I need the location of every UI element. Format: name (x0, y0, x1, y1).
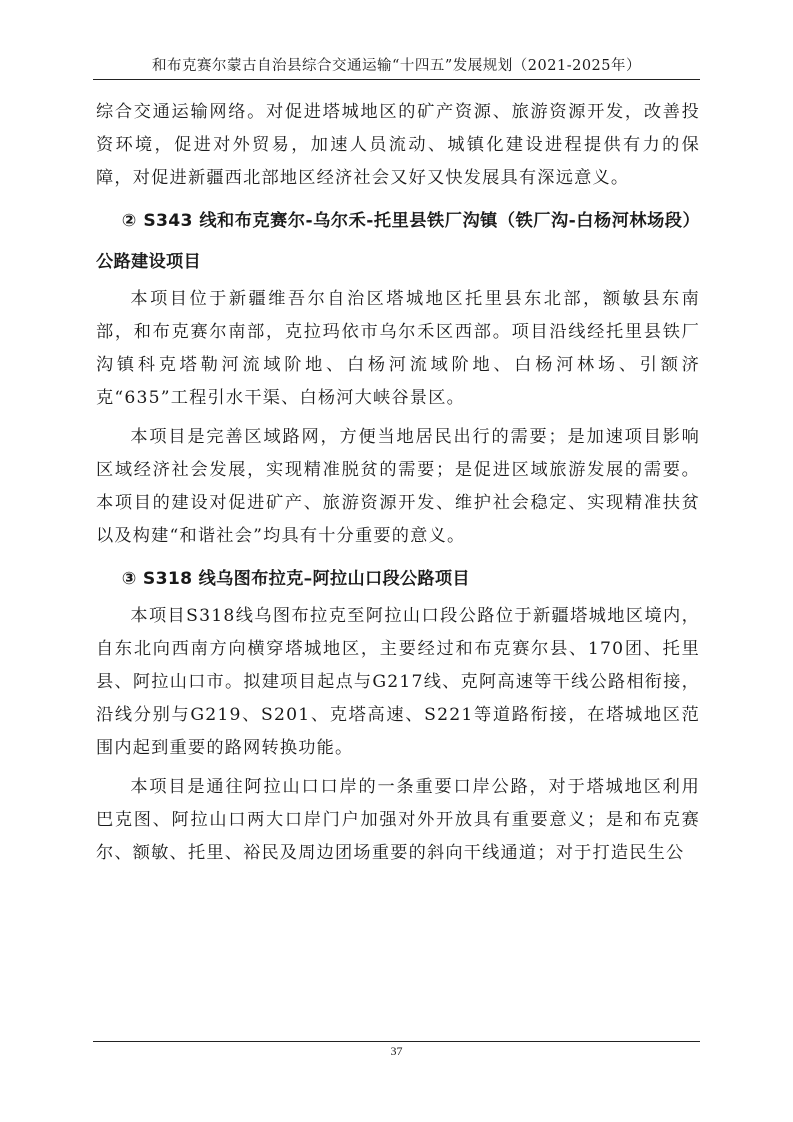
paragraph-s343-location: 本项目位于新疆维吾尔自治区塔城地区托里县东北部，额敏县东南部，和布克赛尔南部，克拉玛依市乌尔禾区西部。项目沿线经托里县铁厂沟镇科克塔勒河流域阶地、白杨河流域阶地、白杨河林场、引额济克“635”工程引水干渠、白杨河大峡谷景区。 (96, 289, 700, 408)
document-body (96, 96, 700, 870)
page-number: 37 (390, 1044, 403, 1058)
section-heading-s318: ③ S318 线乌图布拉克–阿拉山口段公路项目 (121, 569, 470, 589)
paragraph-s343-significance: 本项目是完善区域路网，方便当地居民出行的需要；是加速项目影响区域经济社会发展，实现精准脱贫的需要；是促进区域旅游发展的需要。本项目的建设对促进矿产、旅游资源开发、维护社会稳定、实现精准扶贫以及构建“和谐社会”均具有十分重要的意义。 (96, 427, 700, 546)
header-divider (93, 79, 700, 80)
section-heading-s343: ② S343 线和布克赛尔-乌尔禾-托里县铁厂沟镇（铁厂沟-白杨河林场段）公路建设项目 (96, 211, 700, 272)
footer-divider (93, 1041, 700, 1042)
page-header-title: 和布克赛尔蒙古自治县综合交通运输“十四五”发展规划（2021-2025年） (151, 58, 642, 74)
paragraph-s318-significance: 本项目是通往阿拉山口口岸的一条重要口岸公路，对于塔城地区利用巴克图、阿拉山口两大口岸门户加强对外开放具有重要意义；是和布克赛尔、额敏、托里、裕民及周边团场重要的斜向干线通道；对于打造民生公 (96, 777, 700, 863)
paragraph-intro: 综合交通运输网络。对促进塔城地区的矿产资源、旅游资源开发，改善投资环境，促进对外贸易，加速人员流动、城镇化建设进程提供有力的保障，对促进新疆西北部地区经济社会又好又快发展具有深远意义。 (96, 102, 700, 188)
paragraph-s318-location: 本项目S318线乌图布拉克至阿拉山口段公路位于新疆塔城地区境内，自东北向西南方向横穿塔城地区，主要经过和布克赛尔县、170团、托里县、阿拉山口市。拟建项目起点与G217线、克阿高速等干线公路相衔接，沿线分别与G219、S201、克塔高速、S221等道路衔接，在塔城地区范围内起到重要的路网转换功能。 (96, 606, 700, 758)
